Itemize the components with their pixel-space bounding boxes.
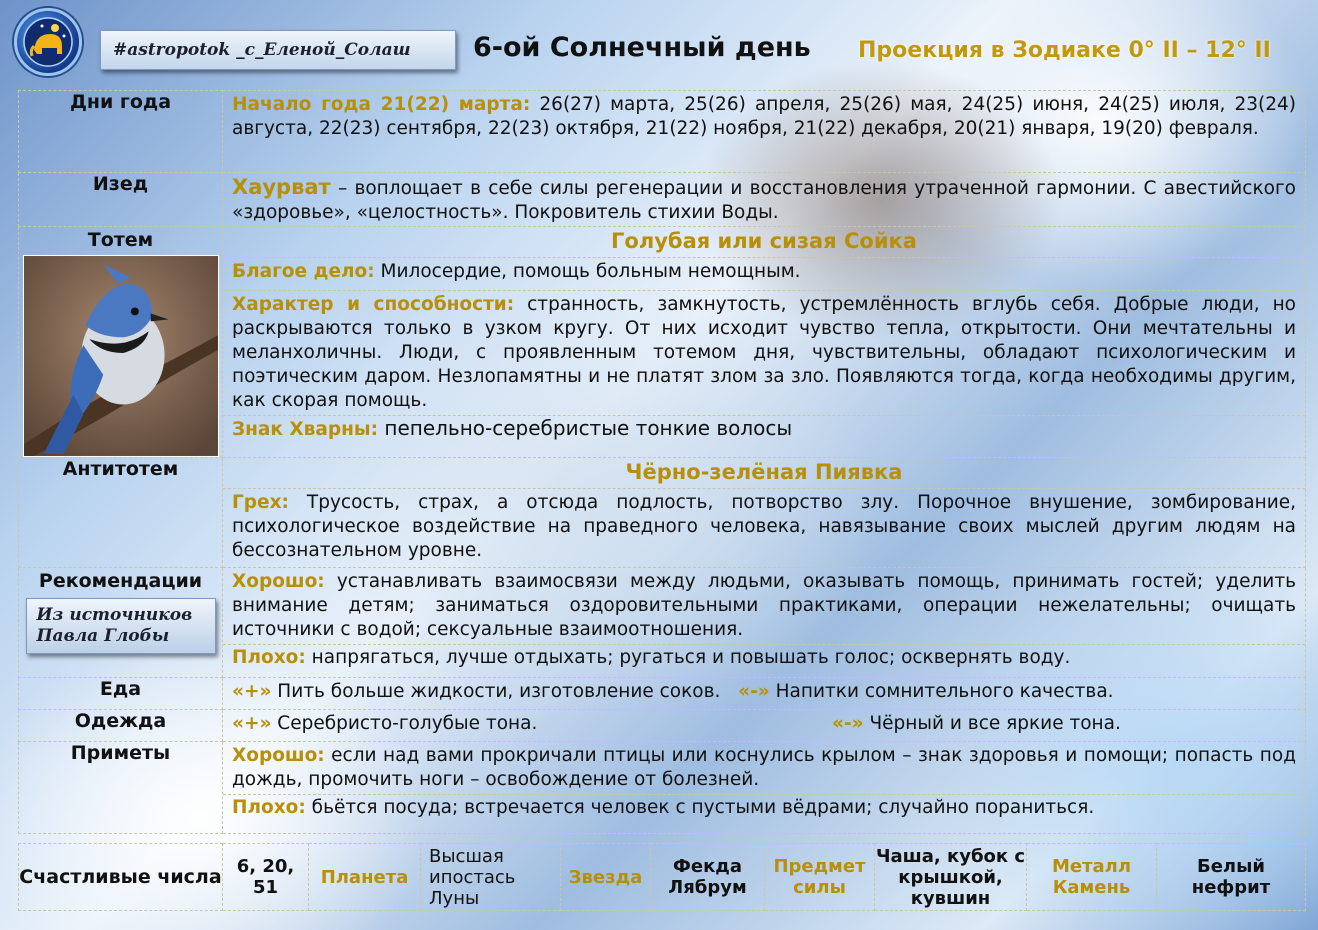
lucky-numbers-value: 6, 20, 51	[223, 844, 309, 911]
divider	[223, 488, 1305, 489]
content-days	[223, 91, 1306, 173]
content-totem	[223, 227, 1306, 458]
good-deed-label: Благое дело:	[232, 261, 375, 282]
row-food	[19, 678, 1306, 710]
zodiac-projection: Проекция в Зодиаке 0° II – 12° II	[858, 38, 1271, 63]
source-banner: Из источников Павла Глобы	[26, 598, 216, 654]
row-ized	[19, 173, 1306, 227]
sin-label: Грех:	[232, 492, 289, 513]
recommendations-good	[232, 570, 1296, 642]
clothes-plus: «+»	[232, 713, 272, 734]
totem-good-deed	[232, 260, 1296, 284]
rec-good-label: Хорошо:	[232, 571, 325, 592]
divider	[223, 290, 1305, 291]
food-plus-text: Пить больше жидкости, изготовление соков.	[271, 681, 721, 702]
content-ized	[223, 173, 1306, 227]
recommendations-label-cell	[19, 568, 223, 678]
clothes-plus-text: Серебристо-голубые тона.	[271, 713, 538, 734]
omens-bad-text: бьётся посуда; встречается человек с пустыми вёдрами; случайно пораниться.	[305, 797, 1095, 818]
row-days	[19, 91, 1306, 173]
ized-name: Хаурват	[232, 175, 331, 199]
omens-good-text: если над вами прокричали птицы или коснулись крылом – знак здоровья и помощи; попасть под дождь, промочить ноги – освобождение от болезней.	[232, 745, 1296, 790]
rec-bad-text: напрягаться, лучше отдыхать; ругаться и повышать голос; осквернять воду.	[305, 647, 1071, 668]
food-minus: «-»	[738, 681, 770, 702]
antitotem-heading: Чёрно-зелёная Пиявка	[625, 460, 903, 484]
power-object-label: Предмет силы	[765, 844, 875, 911]
row-antitotem	[19, 458, 1306, 568]
days-lead: Начало года 21(22) марта:	[232, 94, 531, 115]
row-totem	[19, 227, 1306, 458]
metal-stone-value: Белый нефрит	[1157, 844, 1306, 911]
attributes-row	[18, 843, 1306, 911]
omens-bad-label: Плохо:	[232, 797, 306, 818]
sign-label: Знак Хварны:	[232, 419, 379, 440]
sign-text: пепельно-серебристые тонкие волосы	[378, 416, 793, 440]
days-text: 26(27) марта, 25(26) апреля, 25(26) мая, 24(25) июня, 24(25) июля, 23(24) августа, 22(23) сентября, 22(23) октября, 21(22) ноября, 21(22) декабря, 20(21) января, 19(20) февраля.	[232, 94, 1297, 139]
totem-heading: Голубая или сизая Сойка	[611, 229, 917, 253]
planet-value: Высшая ипостась Луны	[421, 844, 561, 911]
recommendations-bad	[232, 646, 1296, 670]
food-plus: «+»	[232, 681, 272, 702]
divider	[223, 794, 1305, 795]
content-antitotem	[223, 458, 1306, 568]
label-food: Еда	[19, 678, 223, 710]
label-antitotem: Антитотем	[19, 458, 223, 568]
label-ized: Изед	[19, 173, 223, 227]
power-object-value: Чаша, кубок с крышкой, кувшин	[875, 845, 1026, 909]
blue-jay-image	[23, 255, 219, 457]
totem-sign	[232, 416, 1296, 442]
rec-bad-label: Плохо:	[232, 647, 306, 668]
character-label: Характер и способности:	[232, 294, 515, 315]
divider	[223, 257, 1305, 258]
clothes-minus-text: Чёрный и все яркие тона.	[863, 713, 1121, 734]
omens-bad	[232, 796, 1296, 820]
character-text: странность, замкнутость, устремлённость вглубь себя. Добрые люди, но раскрываются только в узком кругу. От них исходит чувство тепла, открытости. Они мечтательны и меланхоличны. Люди, с проявленным тотемом дня, чувствительны, обладают психологическим и поэтическим даром. Незлопамятны и не платят злом за зло. Появляются тогда, когда необходимы другим, как скорая помощь.	[232, 294, 1296, 411]
page-title: 6-ой Солнечный день	[473, 32, 811, 63]
content-omens	[223, 742, 1306, 834]
label-totem: Тотем	[87, 229, 154, 251]
row-omens	[19, 742, 1306, 834]
label-clothes: Одежда	[19, 710, 223, 742]
antitotem-sin	[232, 491, 1296, 563]
totem-character	[232, 293, 1296, 413]
label-omens: Приметы	[19, 742, 223, 834]
rec-good-text: устанавливать взаимосвязи между людьми, оказывать помощь, принимать гостей; уделить внимание детям; заниматься оздоровительными практиками, операции нежелательны; очищать источники с водой; сексуальные взаимоотношения.	[232, 571, 1296, 640]
row-clothes	[19, 710, 1306, 742]
star-label: Звезда	[561, 844, 651, 911]
metal-stone-label: Металл Камень	[1027, 844, 1157, 911]
food-minus-text: Напитки сомнительного качества.	[769, 681, 1114, 702]
totem-label-cell	[19, 227, 223, 458]
label-days: Дни года	[19, 91, 223, 173]
good-deed-text: Милосердие, помощь больным немощным.	[374, 261, 801, 282]
omens-good	[232, 744, 1296, 792]
content-recommendations	[223, 568, 1306, 678]
content-food	[223, 678, 1306, 710]
logo	[14, 8, 82, 76]
divider	[223, 644, 1305, 645]
ized-text: – воплощает в себе силы регенерации и восстановления утраченной гармонии. С авестийского «здоровье», «целостность». Покровитель стихии Воды.	[232, 178, 1296, 223]
lucky-numbers-label: Счастливые числа	[19, 844, 223, 911]
elephant-logo-icon	[22, 16, 74, 68]
sin-text: Трусость, страх, а отсюда подлость, потворство злу. Порочное внушение, зомбирование, психологическое воздействие на праведного человека, навязывание своих мыслей другим людям на бессознательном уровне.	[232, 492, 1296, 561]
planet-label: Планета	[309, 844, 421, 911]
clothes-minus: «-»	[832, 713, 864, 734]
label-recommendations: Рекомендации	[38, 570, 203, 592]
content-clothes	[223, 710, 1306, 742]
day-info-table	[18, 90, 1306, 834]
hashtag-banner: #astropotok _с_Еленой_Солаш	[100, 30, 456, 70]
star-value: Фекда Лябрум	[651, 844, 765, 911]
row-recommendations	[19, 568, 1306, 678]
omens-good-label: Хорошо:	[232, 745, 325, 766]
